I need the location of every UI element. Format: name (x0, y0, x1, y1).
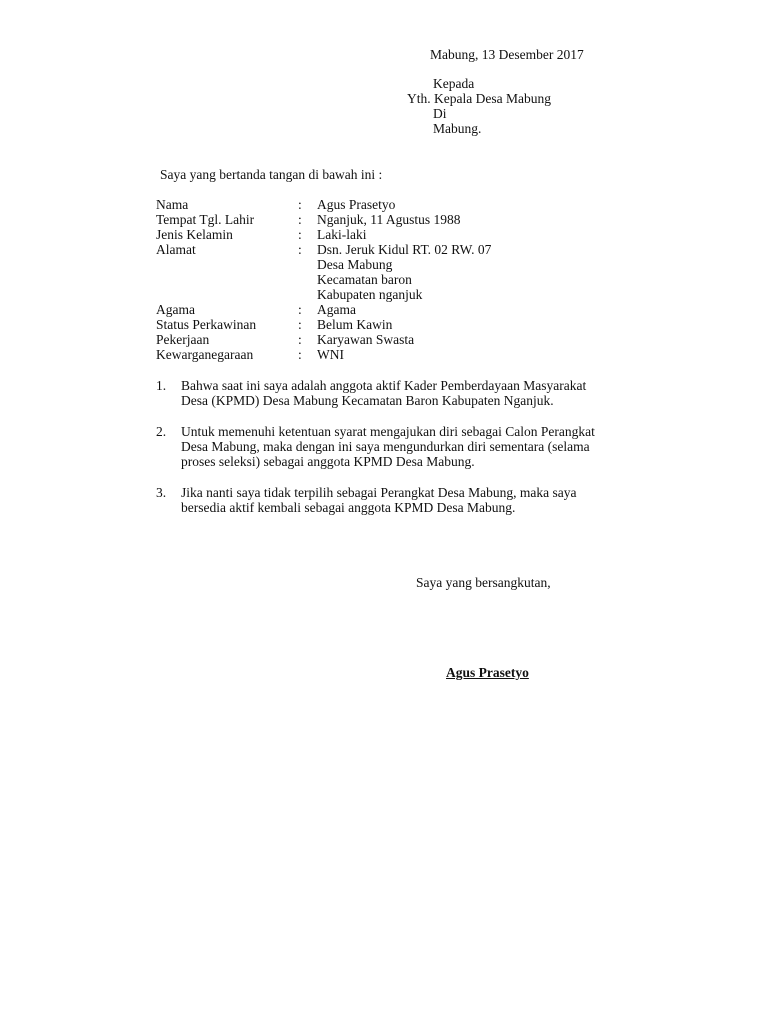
statement-text (181, 378, 656, 408)
intro-text: Saya yang bertanda tangan di bawah ini : (160, 167, 383, 182)
field-label: Status Perkawinan (156, 317, 257, 332)
statement-item (156, 378, 656, 408)
statement-number: 3. (156, 485, 167, 500)
field-colon: : (298, 197, 302, 212)
field-label: Nama (156, 197, 189, 212)
field-label: Pekerjaan (156, 332, 210, 347)
statement-number: 2. (156, 424, 167, 439)
signer-name: Agus Prasetyo (446, 665, 529, 680)
statement-line: Desa Mabung, maka dengan ini saya mengundurkan diri sementara (selama (181, 439, 590, 454)
statement-text (181, 424, 656, 469)
address-kecamatan: Kecamatan baron (317, 272, 412, 287)
address-kabupaten: Kabupaten nganjuk (317, 287, 423, 302)
recipient-block (407, 76, 551, 136)
field-colon: : (298, 317, 302, 332)
field-colon: : (298, 347, 302, 362)
field-value: Nganjuk, 11 Agustus 1988 (317, 212, 461, 227)
statement-text (181, 485, 656, 515)
recipient-line-3: Di (433, 106, 447, 121)
statement-line: proses seleksi) sebagai anggota KPMD Desa Mabung. (181, 454, 475, 469)
statement-item (156, 424, 656, 469)
field-label: Alamat (156, 242, 196, 257)
field-colon: : (298, 227, 302, 242)
field-colon: : (298, 332, 302, 347)
field-colon: : (298, 302, 302, 317)
field-value: Karyawan Swasta (317, 332, 415, 347)
place-date: Mabung, 13 Desember 2017 (430, 47, 584, 62)
statement-line: Bahwa saat ini saya adalah anggota aktif Kader Pemberdayaan Masyarakat (181, 378, 587, 393)
field-label: Jenis Kelamin (156, 227, 233, 242)
field-label: Kewarganegaraan (156, 347, 254, 362)
closing-text: Saya yang bersangkutan, (416, 575, 551, 590)
address-desa: Desa Mabung (317, 257, 393, 272)
statement-line: Untuk memenuhi ketentuan syarat mengajukan diri sebagai Calon Perangkat (181, 424, 595, 439)
statement-number: 1. (156, 378, 167, 393)
field-value: Agama (317, 302, 356, 317)
field-value: Agus Prasetyo (317, 197, 396, 212)
recipient-line-2: Yth. Kepala Desa Mabung (407, 91, 551, 106)
field-value: Belum Kawin (317, 317, 393, 332)
field-label: Tempat Tgl. Lahir (156, 212, 255, 227)
statement-line: Desa (KPMD) Desa Mabung Kecamatan Baron Kabupaten Nganjuk. (181, 393, 554, 408)
field-label: Agama (156, 302, 195, 317)
statement-line: Jika nanti saya tidak terpilih sebagai Perangkat Desa Mabung, maka saya (181, 485, 577, 500)
recipient-line-1: Kepada (433, 76, 475, 91)
statement-list (156, 378, 656, 515)
statement-item (156, 485, 656, 515)
field-value: Dsn. Jeruk Kidul RT. 02 RW. 07 (317, 242, 492, 257)
field-colon: : (298, 212, 302, 227)
recipient-line-4: Mabung. (433, 121, 482, 136)
statement-line: bersedia aktif kembali sebagai anggota KPMD Desa Mabung. (181, 500, 516, 515)
field-value: Laki-laki (317, 227, 367, 242)
field-value: WNI (317, 347, 344, 362)
field-colon: : (298, 242, 302, 257)
